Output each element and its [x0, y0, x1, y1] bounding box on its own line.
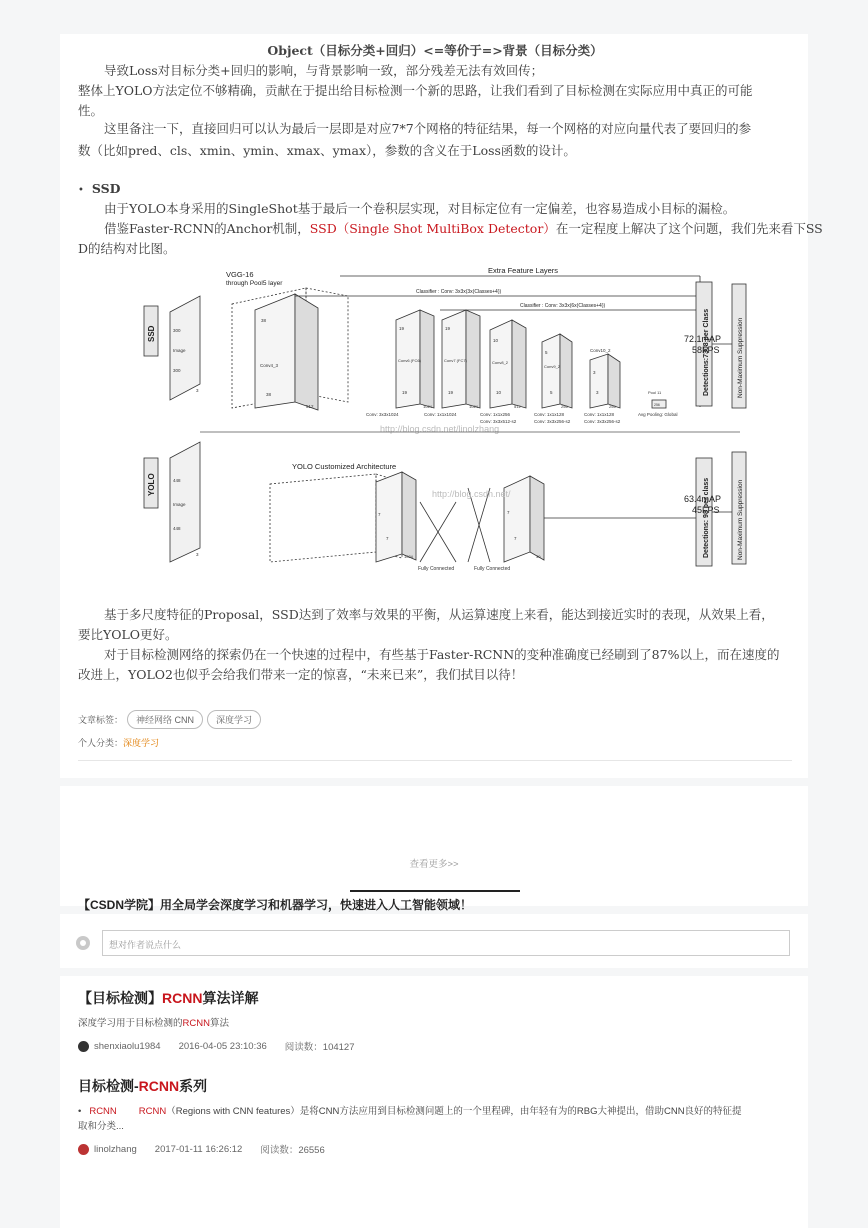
article-tags: 文章标签： 神经网络 CNN 深度学习	[78, 710, 261, 729]
author-name[interactable]: linolzhang	[94, 1143, 137, 1155]
rec-desc: 深度学习用于目标检测的RCNN算法	[78, 1018, 229, 1029]
layer-size: 19	[448, 390, 454, 395]
list-item[interactable]	[78, 1076, 792, 1156]
read-count: 阅读数：104127	[284, 1042, 355, 1053]
yolo-metrics: 63.4mAP 45FPS	[684, 494, 722, 515]
conv8-2-label: Conv8_2	[492, 360, 509, 365]
layer-size: 19	[445, 326, 451, 331]
view-more-link[interactable]: 查看更多>>	[409, 859, 459, 870]
channel-count: 512	[306, 404, 314, 409]
conv6-label: Conv6 (FC6)	[398, 358, 421, 363]
nms-label: Non-Maximum Suppression	[737, 479, 744, 560]
yolo-arch-label: YOLO Customized Architecture	[292, 462, 397, 471]
layer-size: 7	[386, 536, 389, 541]
promo-text[interactable]: 【CSDN学院】用全局学会深度学习和机器学习，快速进入人工智能领域！	[78, 898, 473, 912]
article-line: 数（比如pred、cls、xmin、ymin、xmax、ymax），参数的含义在于Loss函数的设计。	[78, 143, 576, 158]
conv4-3-label: Conv4_3	[260, 363, 279, 368]
tag-chip[interactable]: 神经网络 CNN	[127, 710, 203, 729]
avg-pool-label: Avg Pooling: Global	[638, 412, 678, 417]
article-line: 性。	[78, 103, 104, 118]
ssd-label: SSD	[147, 325, 156, 342]
article-line: 基于多尺度特征的Proposal，SSD达到了效率与效果的平衡，从运算速度上来看，能达到接近实时的表现，从效果上看，	[104, 607, 774, 622]
nms-label: Non-Maximum Suppression	[737, 317, 744, 398]
layer-size: 10	[493, 338, 499, 343]
input-size: 300	[173, 328, 181, 333]
classifier-label: Classifier : Conv: 3x3x(6x(Classes+4))	[520, 303, 606, 309]
rec-meta	[78, 1039, 792, 1053]
personal-category: 个人分类：深度学习	[78, 738, 160, 748]
channel-count: 3	[196, 552, 199, 557]
article-line: 这里备注一下，直接回归可以认为最后一层即是对应7*7个网格的特征结果，每一个网格的对应向量代表了要回归的参	[104, 121, 752, 136]
comment-icon	[76, 936, 90, 950]
recommendations	[60, 976, 808, 1228]
conv-op-label: Conv: 3x3x512-s2	[480, 419, 517, 424]
fc-label: Fully Connected	[474, 566, 511, 572]
article-line: 要比YOLO更好。	[78, 627, 178, 642]
conv-op-label: Conv: 3x3x256-s2	[534, 419, 571, 424]
channel-count: 1024	[423, 404, 432, 409]
layer-size: 3	[596, 390, 599, 395]
ssd-metrics: 72.1mAP 58FPS	[684, 334, 722, 355]
channel-count: 256	[561, 404, 568, 409]
section-heading-ssd: • SSD	[78, 181, 121, 196]
list-item[interactable]	[78, 988, 792, 1053]
layer-size: 10	[496, 390, 502, 395]
avatar	[78, 1144, 89, 1155]
divider	[350, 890, 520, 892]
fc-label: Fully Connected	[418, 566, 455, 572]
extra-layers-label: Extra Feature Layers	[488, 266, 559, 275]
article-card	[60, 34, 823, 778]
article-line: Object（目标分类+回归）<=等价于=>背景（目标分类）	[267, 43, 603, 58]
layer-size: 19	[399, 326, 405, 331]
comment-card	[60, 914, 808, 968]
tag-chip[interactable]: 深度学习	[207, 710, 261, 729]
ssd-yolo-comparison-figure	[140, 262, 744, 574]
article-line: 改进上，YOLO2也似乎会给我们带来一定的惊喜，“未来已来”，我们拭目以待！	[78, 667, 524, 682]
rec-desc: • RCNN RCNN（Regions with CNN features）是将CNN方法应用到目标检测问题上的一个里程碑，由年轻有为的RBG大神提出，借助CNN良好的特征提 取和分类...	[78, 1106, 742, 1132]
article-line: 由于YOLO本身采用的SingleShot基于最后一个卷积层实现，对目标定位有一定偏差，也容易造成小目标的漏检。	[104, 201, 736, 216]
image-label: Image	[173, 348, 186, 353]
channel-count: 256	[609, 404, 616, 409]
article-line: 整体上YOLO方法定位不够精确，贡献在于提出给目标检测一个新的思路，让我们看到了目标检测在实际应用中真正的可能	[78, 83, 753, 98]
channel-count: 512	[514, 404, 521, 409]
post-date: 2016-04-05 23:10:36	[178, 1040, 267, 1052]
yolo-label: YOLO	[147, 473, 156, 496]
input-size: 448	[173, 478, 181, 483]
layer-size: 5	[545, 350, 548, 355]
vgg-sublabel: through Pool5 layer	[226, 280, 283, 287]
channel-count: 3	[196, 388, 199, 393]
layer-size: 38	[261, 318, 267, 323]
input-size: 448	[173, 526, 181, 531]
divider	[78, 760, 792, 761]
article-line: 导致Loss对目标分类+回归的影响，与背景影响一致，部分残差无法有效回传；	[104, 63, 544, 78]
conv-op-label: Conv: 1x1x128	[534, 412, 565, 417]
layer-size: 5	[550, 390, 553, 395]
detections-ssd: Detections:7308 per Class	[703, 308, 710, 396]
image-label: Image	[173, 502, 186, 507]
rec-title[interactable]: 【目标检测】RCNN算法详解	[78, 990, 259, 1006]
conv10-2-label: Conv10_2	[590, 348, 611, 353]
article-line: 对于目标检测网络的探索仍在一个快速的过程中，有些基于Faster-RCNN的变种准确度已经刷到了87%以上，而在速度的	[104, 647, 780, 662]
post-date: 2017-01-11 16:26:12	[154, 1143, 243, 1155]
bullet-icon: •	[78, 1106, 82, 1117]
layer-size: 7	[507, 510, 510, 515]
detections-yolo: Detections: 98 per class	[703, 477, 710, 558]
conv-op-label: Conv: 3x3x256-s2	[584, 419, 621, 424]
channel-count: 30	[536, 554, 541, 559]
more-card	[60, 786, 808, 912]
watermark-text: http://blog.csdn.net/	[432, 489, 511, 499]
layer-size: 38	[266, 392, 272, 397]
channel-count: 1024	[404, 554, 413, 559]
vgg-label: VGG-16	[226, 270, 254, 279]
rec-title[interactable]: 目标检测-RCNN系列	[78, 1078, 208, 1094]
read-count: 阅读数：26556	[260, 1145, 325, 1156]
conv-op-label: Conv: 1x1x1024	[424, 412, 457, 417]
pool11-label: Pool 11	[648, 390, 662, 395]
layer-size: 3	[593, 370, 596, 375]
article-line: 借鉴Faster-RCNN的Anchor机制，SSD（Single Shot MultiBox Detector）在一定程度上解决了这个问题，我们先来看下SS	[104, 221, 823, 236]
comment-input[interactable]: 想对作者说点什么	[102, 930, 790, 956]
article-line: D的结构对比图。	[78, 241, 176, 256]
layer-size: 7	[378, 512, 381, 517]
ssd-link[interactable]: SSD（Single Shot MultiBox Detector）	[309, 221, 556, 236]
layer-size: 7	[514, 536, 517, 541]
author-name[interactable]: shenxiaolu1984	[94, 1040, 161, 1052]
conv-op-label: Conv: 1x1x256	[480, 412, 511, 417]
conv7-label: Conv7 (FC7)	[444, 358, 467, 363]
conv-op-label: Conv: 1x1x128	[584, 412, 615, 417]
category-link[interactable]: 深度学习	[123, 738, 160, 748]
watermark-text: http://blog.csdn.net/linolzhang	[380, 424, 500, 434]
rec-meta	[78, 1142, 792, 1156]
channel-count: 256	[654, 403, 660, 407]
bullet-icon: •	[78, 185, 84, 196]
classifier-label: Classifier : Conv: 3x3x(3x(Classes+4))	[416, 289, 502, 295]
avatar	[78, 1041, 89, 1052]
channel-count: 1024	[469, 404, 478, 409]
input-size: 300	[173, 368, 181, 373]
layer-size: 19	[402, 390, 408, 395]
conv9-2-label: Conv9_2	[544, 364, 561, 369]
conv-op-label: Conv: 3x3x1024	[366, 412, 399, 417]
